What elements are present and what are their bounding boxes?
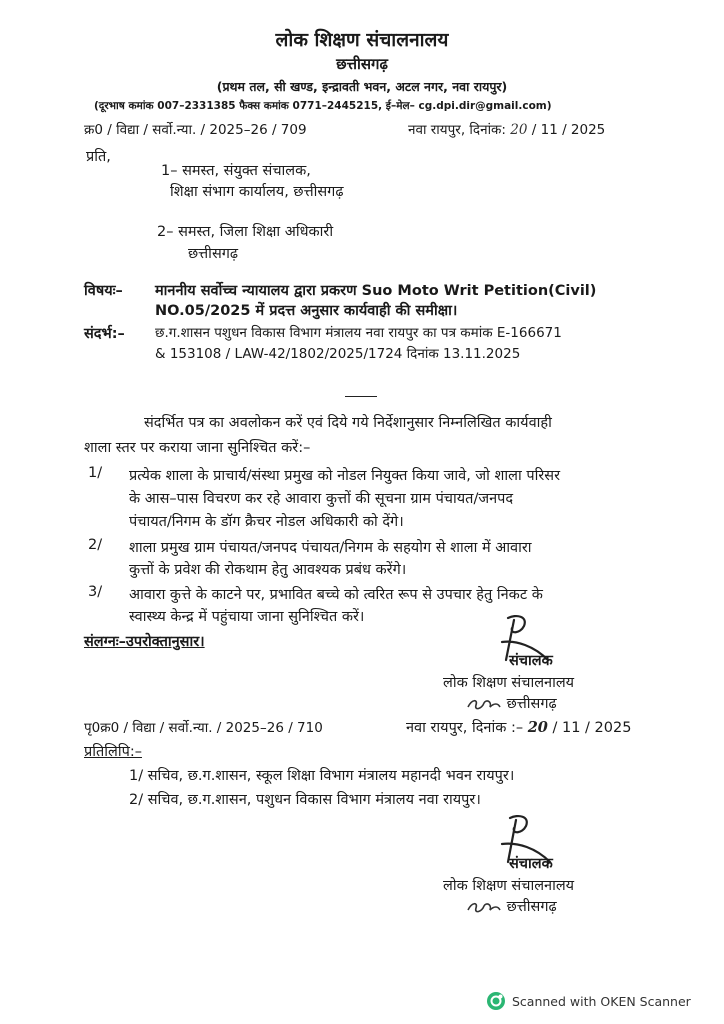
office-address: (प्रथम तल, सी खण्ड, इन्द्रावती भवन, अटल नगर, नवा रायपुर) [216,79,508,94]
subject-line2: NO.05/2025 में प्रदत्त अनुसार कार्यवाही की समीक्षा। [155,303,458,319]
reference-line1: छ.ग.शासन पशुधन विकास विभाग मंत्रालय नवा रायपुर का पत्र कमांक E-166671 [155,325,562,341]
point-2-line2: कुत्तों के प्रवेश की रोकथाम हेतु आवश्यक प्रबंध करेंगे। [129,562,407,578]
handwritten-day-2: 20 [527,719,548,736]
initial-mark-1 [466,697,502,711]
reference-label: संदर्भ:– [84,326,125,342]
office-title: लोक शिक्षण संचालनालय [275,29,449,51]
office-contact: (दूरभाष कमांक 007–2331385 फैक्स कमांक 0771–2445215, ई–मेल– cg.dpi.dir@gmail.com) [94,100,552,112]
copy-date: नवा रायपुर, दिनांक :– 20 / 11 / 2025 [406,719,632,736]
enclosure-note: संलग्नः–उपरोक्तानुसार। [84,634,205,650]
scanner-logo-icon [486,991,506,1011]
signature-1-title: संचालक [509,653,553,669]
point-1-line3: पंचायत/निगम के डॉग क्रैचर नोडल अधिकारी को देंगे। [129,514,404,530]
subject-label: विषयः– [84,283,123,299]
intro-line2: शाला स्तर पर कराया जाना सुनिश्चित करें:– [84,440,311,456]
point-1-number: 1/ [88,465,103,481]
copy-label: प्रतिलिपि:– [84,744,142,760]
signature-1-state: छत्तीसगढ़ [466,693,557,713]
recipient-1-line2: शिक्षा संभाग कार्यालय, छत्तीसगढ़ [170,184,344,200]
recipient-2-line2: छत्तीसगढ़ [188,246,239,262]
point-3-line2: स्वास्थ्य केन्द्र में पहुंचाया जाना सुनिश्चित करें। [129,609,365,625]
office-state: छत्तीसगढ़ [336,55,388,73]
recipient-1-line1: 1– समस्त, संयुक्त संचालक, [161,163,311,179]
reference-line2: & 153108 / LAW-42/1802/2025/1724 दिनांक 13.11.2025 [155,346,521,362]
signature-1-org: लोक शिक्षण संचालनालय [443,675,575,691]
letter-number: क्र0 / विद्या / सर्वो.न्या. / 2025–26 / 709 [84,122,307,138]
intro-line1: संदर्भित पत्र का अवलोकन करें एवं दिये गये निर्देशानुसार निम्नलिखित कार्यवाही [144,415,552,431]
point-3-line1: आवारा कुत्ते के काटने पर, प्रभावित बच्चे को त्वरित रूप से उपचार हेतु निकट के [129,587,543,603]
subject-line1: माननीय सर्वोच्च न्यायालय द्वारा प्रकरण Suo Moto Writ Petition(Civil) [155,283,597,299]
to-label: प्रति, [86,149,111,165]
letter-date: नवा रायपुर, दिनांक: 20 / 11 / 2025 [408,122,606,138]
signature-2-title: संचालक [509,856,553,872]
scanner-text: Scanned with OKEN Scanner [512,993,691,1009]
copy-number: पृ0क्र0 / विद्या / सर्वो.न्या. / 2025–26 / 710 [84,720,323,736]
point-2-number: 2/ [88,537,103,553]
scanner-watermark [486,991,691,1011]
initial-mark-2 [466,900,502,914]
point-1-line1: प्रत्येक शाला के प्राचार्य/संस्था प्रमुख को नोडल नियुक्त किया जावे, जो शाला परिसर [129,468,561,484]
point-3-number: 3/ [88,584,103,600]
separator-line [345,396,377,397]
recipient-2-line1: 2– समस्त, जिला शिक्षा अधिकारी [157,224,334,240]
point-2-line1: शाला प्रमुख ग्राम पंचायत/जनपद पंचायत/निगम के सहयोग से शाला में आवारा [129,540,532,556]
copy-item-2: 2/ सचिव, छ.ग.शासन, पशुधन विकास विभाग मंत्रालय नवा रायपुर। [129,792,481,808]
point-1-line2: के आस–पास विचरण कर रहे आवारा कुत्तों की सूचना ग्राम पंचायत/जनपद [129,491,514,507]
signature-2-org: लोक शिक्षण संचालनालय [443,878,575,894]
handwritten-day: 20 [510,122,528,138]
copy-item-1: 1/ सचिव, छ.ग.शासन, स्कूल शिक्षा विभाग मंत्रालय महानदी भवन रायपुर। [129,768,515,784]
signature-2-state: छत्तीसगढ़ [466,896,557,916]
